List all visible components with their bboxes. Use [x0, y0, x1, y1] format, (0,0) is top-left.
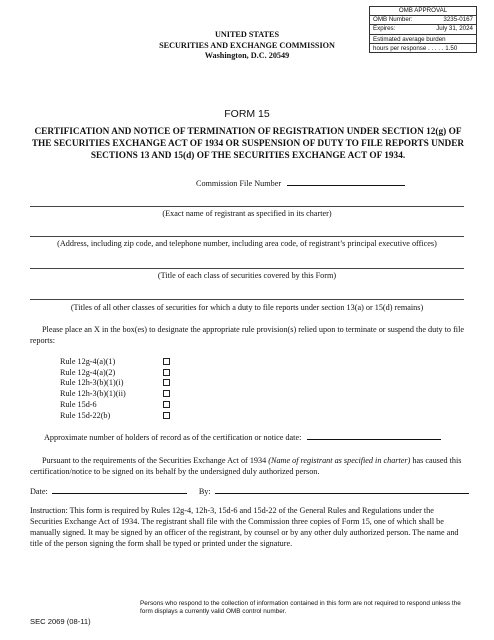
agency-header — [130, 30, 364, 62]
omb-footer-note: Persons who respond to the collection of information contained in this form are not required to respond unless the form displays a currently valid OMB control number. — [140, 600, 461, 615]
agency-line-2: SECURITIES AND EXCHANGE COMMISSION — [159, 40, 335, 50]
form-name: FORM 15 — [224, 108, 270, 120]
rule-row — [60, 410, 220, 421]
date-by-row — [30, 486, 469, 497]
date-field[interactable] — [52, 486, 187, 494]
rule-instructions: Please place an X in the box(es) to designate the appropriate rule provision(s) relied upon to terminate or suspend the duty to file reports: — [30, 325, 464, 345]
rule-row — [60, 378, 220, 389]
registrant-name-caption: (Exact name of registrant as specified in its charter) — [162, 209, 332, 218]
pursuant-text-after: has caused this certification/notice to be signed on its behalf by the undersigned duly authorized person. — [30, 456, 462, 476]
rule-label: Rule 15d-6 — [60, 400, 97, 410]
by-label: By: — [198, 487, 211, 496]
rule-checkbox[interactable] — [163, 390, 170, 397]
other-classes-caption: (Titles of all other classes of securities for which a duty to file reports under section 13(a) or 15(d) remains) — [70, 303, 424, 312]
address-caption: (Address, including zip code, and telephone number, including area code, of registrant’s principal executive offices) — [57, 239, 437, 248]
pursuant-text-before: Pursuant to the requirements of the Securities Exchange Act of 1934 — [42, 456, 269, 465]
omb-approval-box — [369, 6, 477, 53]
holders-label: Approximate number of holders of record as of the certification or notice date: — [44, 433, 302, 442]
rule-row — [60, 367, 220, 378]
agency-line-3: Washington, D.C. 20549 — [204, 51, 290, 60]
rule-label: Rule 12h-3(b)(1)(i) — [60, 378, 124, 388]
rule-label: Rule 12h-3(b)(1)(ii) — [60, 389, 126, 399]
commission-file-label: Commission File Number — [196, 179, 282, 188]
omb-hours-row — [370, 44, 476, 53]
omb-expires-label: Expires: — [373, 25, 396, 33]
signature-field[interactable] — [215, 486, 469, 494]
instruction-paragraph: Instruction: This form is required by Rules 12g-4, 12h-3, 15d-6 and 15d-22 of the General Rules and Regulations under the Securities Exchange Act of 1934. The registrant shall file with the Commission three copies of Form 15, one of which shall be manually signed. It may be signed by an officer of the registrant, by counsel or by any other duly authorized person. The name and title of the person signing the form shall be typed or printed under the signature. — [30, 506, 459, 548]
pursuant-paragraph — [30, 455, 466, 477]
rule-checkbox[interactable] — [163, 379, 170, 386]
date-label: Date: — [30, 487, 48, 496]
rule-row — [60, 399, 220, 410]
rule-row — [60, 356, 220, 367]
securities-title-field[interactable] — [30, 268, 464, 269]
holders-of-record — [44, 432, 441, 443]
form-title: CERTIFICATION AND NOTICE OF TERMINATION OF REGISTRATION UNDER SECTION 12(g) OF THE SECURITIES EXCHANGE ACT OF 1934 OR SUSPENSION OF DUTY TO FILE REPORTS UNDER SECTIONS 13 AND 15(d) OF THE SECURITIES EXCHANGE ACT OF 1934. — [31, 127, 465, 161]
omb-expires-value: July 31, 2024 — [436, 25, 473, 33]
omb-expires-row — [370, 25, 476, 34]
agency-line-1: UNITED STATES — [214, 30, 280, 39]
rule-checkbox[interactable] — [163, 369, 170, 376]
address-field[interactable] — [30, 236, 464, 237]
commission-file-number — [196, 178, 405, 189]
holders-field[interactable] — [307, 432, 441, 440]
omb-burden-text: Estimated average burden — [373, 35, 446, 43]
omb-burden-row — [370, 35, 476, 44]
omb-number-row — [370, 16, 476, 25]
omb-hours-text: hours per response . . . . . 1.50 — [373, 45, 458, 53]
securities-title-caption: (Title of each class of securities covered by this Form) — [157, 271, 337, 280]
rule-label: Rule 15d-22(b) — [60, 410, 111, 420]
pursuant-registrant-name: (Name of registrant as specified in charter) — [268, 456, 411, 465]
rule-label: Rule 12g-4(a)(2) — [60, 367, 116, 377]
other-classes-field[interactable] — [30, 299, 464, 300]
sec-form-number: SEC 2069 (08-11) — [30, 617, 91, 626]
rule-row — [60, 388, 220, 399]
rule-checkbox[interactable] — [163, 412, 170, 419]
commission-file-number-field[interactable] — [287, 178, 405, 186]
omb-approval-title: OMB APPROVAL — [370, 7, 476, 16]
omb-number-label: OMB Number: — [373, 16, 413, 24]
omb-number-value: 3235-0167 — [443, 16, 473, 24]
rule-label: Rule 12g-4(a)(1) — [60, 356, 116, 366]
registrant-name-field[interactable] — [30, 206, 464, 207]
rule-checkbox[interactable] — [163, 401, 170, 408]
rule-checkbox[interactable] — [163, 358, 170, 365]
rule-checklist — [60, 356, 220, 421]
